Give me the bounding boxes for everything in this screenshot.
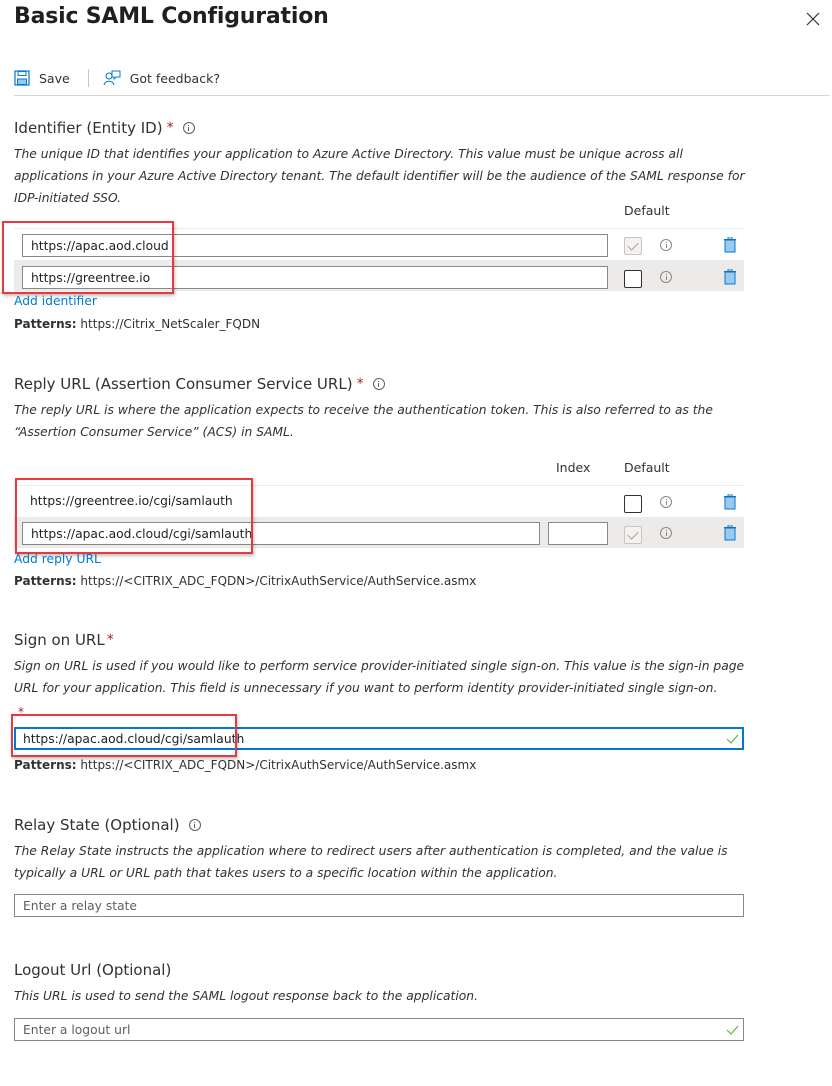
- sign-on-url-heading: [14, 631, 114, 649]
- add-reply-url-link[interactable]: Add reply URL: [14, 552, 101, 566]
- feedback-icon: [103, 70, 121, 86]
- reply-url-row: [14, 517, 744, 548]
- default-checkbox[interactable]: [624, 495, 642, 513]
- identifier-patterns: [14, 317, 260, 331]
- identifier-heading: [14, 119, 195, 137]
- required-marker: *: [166, 120, 174, 136]
- save-button[interactable]: [14, 70, 70, 86]
- index-column-header: Index: [556, 460, 591, 475]
- info-icon[interactable]: [660, 527, 672, 539]
- patterns-label: Patterns:: [14, 758, 77, 772]
- toolbar-divider-line: [14, 95, 829, 96]
- delete-icon[interactable]: [724, 237, 736, 253]
- relay-state-input[interactable]: Enter a relay state: [14, 894, 744, 917]
- info-icon[interactable]: [660, 496, 672, 508]
- identifier-label: Identifier (Entity ID): [14, 119, 163, 137]
- default-checkbox[interactable]: [624, 270, 642, 288]
- info-icon[interactable]: [373, 378, 385, 390]
- identifier-default-column-header: Default: [624, 203, 670, 218]
- add-identifier-link[interactable]: Add identifier: [14, 294, 97, 308]
- relay-state-description: The Relay State instructs the application where to redirect users after authentication is completed, and the value is typically a URL or URL path that takes users to a specific location within the application.: [14, 844, 728, 880]
- patterns-label: Patterns:: [14, 317, 77, 331]
- valid-check-icon: [726, 1025, 739, 1035]
- info-icon[interactable]: [660, 239, 672, 251]
- reply-default-column-header: Default: [624, 460, 670, 475]
- delete-icon[interactable]: [724, 525, 736, 541]
- patterns-label: Patterns:: [14, 574, 77, 588]
- info-icon[interactable]: [183, 122, 195, 134]
- reply-url-input[interactable]: https://apac.aod.cloud/cgi/samlauth: [22, 522, 540, 545]
- reply-url-patterns: [14, 574, 476, 588]
- identifier-input[interactable]: https://greentree.io: [22, 266, 608, 289]
- relay-state-heading: [14, 816, 201, 834]
- required-marker: *: [106, 632, 114, 648]
- sign-on-url-patterns: [14, 758, 476, 772]
- page-title: Basic SAML Configuration: [14, 4, 329, 29]
- sign-on-url-description: Sign on URL is used if you would like to perform service provider-initiated single sign-on. This value is the sign-in page URL for your application. This field is unnecessary if you want to perform identity provider-initiated single sign-on.: [14, 659, 745, 695]
- identifier-row: [14, 260, 744, 291]
- sign-on-url-input[interactable]: https://apac.aod.cloud/cgi/samlauth: [14, 727, 744, 750]
- feedback-button[interactable]: [103, 70, 220, 86]
- info-icon[interactable]: [189, 819, 201, 831]
- reply-url-heading: [14, 375, 385, 393]
- toolbar-divider: [88, 69, 89, 87]
- identifier-description: The unique ID that identifies your application to Azure Active Directory. This value must be unique across all applications in your Azure Active Directory tenant. The default identifier will be the audience of the SAML response for IDP-initiated SSO.: [14, 147, 745, 205]
- relay-state-label: Relay State (Optional): [14, 816, 180, 834]
- delete-icon[interactable]: [724, 494, 736, 510]
- reply-url-description: The reply URL is where the application expects to receive the authentication token. This is also referred to as the “Assertion Consumer Service” (ACS) in SAML.: [14, 403, 713, 439]
- reply-url-row: [14, 485, 744, 516]
- field-required-marker: *: [18, 705, 24, 719]
- reply-url-value[interactable]: https://greentree.io/cgi/samlauth: [30, 494, 233, 508]
- feedback-label: Got feedback?: [129, 70, 220, 86]
- sign-on-url-label: Sign on URL: [14, 631, 105, 649]
- identifier-row: [14, 228, 744, 259]
- delete-icon[interactable]: [724, 269, 736, 285]
- close-icon: [804, 10, 822, 28]
- required-marker: *: [356, 376, 364, 392]
- default-checkbox: [624, 237, 642, 255]
- valid-check-icon: [726, 734, 739, 744]
- save-icon: [14, 70, 30, 86]
- info-icon[interactable]: [660, 271, 672, 283]
- patterns-value: https://Citrix_NetScaler_FQDN: [80, 317, 261, 331]
- logout-url-input[interactable]: Enter a logout url: [14, 1018, 744, 1041]
- logout-url-heading: [14, 961, 171, 979]
- identifier-input[interactable]: https://apac.aod.cloud: [22, 234, 608, 257]
- index-input[interactable]: [548, 522, 608, 545]
- reply-url-label: Reply URL (Assertion Consumer Service URL): [14, 375, 353, 393]
- logout-url-description: This URL is used to send the SAML logout response back to the application.: [14, 989, 479, 1003]
- patterns-value: https://<CITRIX_ADC_FQDN>/CitrixAuthService/AuthService.asmx: [80, 758, 477, 772]
- patterns-value: https://<CITRIX_ADC_FQDN>/CitrixAuthService/AuthService.asmx: [80, 574, 477, 588]
- close-button[interactable]: [804, 10, 822, 28]
- toolbar: [14, 66, 220, 90]
- logout-url-label: Logout Url (Optional): [14, 961, 172, 979]
- save-label: Save: [39, 70, 70, 86]
- default-checkbox: [624, 526, 642, 544]
